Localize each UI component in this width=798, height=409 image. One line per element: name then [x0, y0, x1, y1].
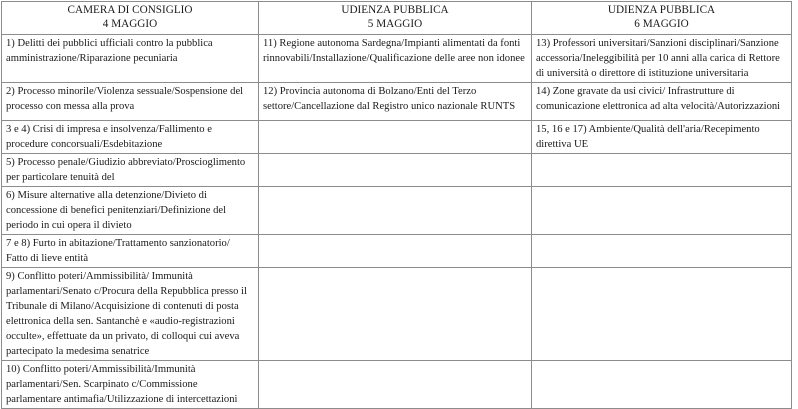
table-cell [259, 121, 532, 154]
table-cell [532, 268, 792, 361]
table-cell: 11) Regione autonoma Sardegna/Impianti alimentati da fonti rinnovabili/Installazione/Qualificazione delle aree non idonee [259, 35, 532, 83]
table-cell [532, 187, 792, 235]
table-cell: 13) Professori universitari/Sanzioni disciplinari/Sanzione accessoria/Ineleggibilità per 10 anni alla carica di Rettore di università o direttore di istituzione universitaria [532, 35, 792, 83]
table-cell [259, 361, 532, 409]
table-cell: 15, 16 e 17) Ambiente/Qualità dell'aria/Recepimento direttiva UE [532, 121, 792, 154]
table-cell: 5) Processo penale/Giudizio abbreviato/Proscioglimento per particolare tenuità del [2, 154, 259, 187]
table-cell [532, 361, 792, 409]
header-date: 5 MAGGIO [367, 18, 423, 30]
table-header-row [2, 2, 792, 35]
table-cell [532, 235, 792, 268]
table-cell: 10) Conflitto poteri/Ammissibilità/Immunità parlamentari/Sen. Scarpinato c/Commissione parlamentare antimafia/Utilizzazione di intercettazioni [2, 361, 259, 409]
header-date: 4 MAGGIO [102, 18, 158, 30]
table-cell: 6) Misure alternative alla detenzione/Divieto di concessione di benefici penitenziari/Definizione del periodo in cui opera il divieto [2, 187, 259, 235]
table-row [2, 121, 792, 154]
table-cell: 3 e 4) Crisi di impresa e insolvenza/Fallimento e procedure concorsuali/Esdebitazione [2, 121, 259, 154]
table-row [2, 35, 792, 83]
header-title: UDIENZA PUBBLICA [341, 4, 449, 16]
header-cell-camera-di-consiglio [2, 2, 259, 35]
table-row [2, 83, 792, 121]
header-cell-udienza-5-maggio [259, 2, 532, 35]
table-cell [532, 154, 792, 187]
header-date: 6 MAGGIO [634, 18, 689, 30]
table-cell: 2) Processo minorile/Violenza sessuale/Sospensione del processo con messa alla prova [2, 83, 259, 121]
table-cell: 12) Provincia autonoma di Bolzano/Enti del Terzo settore/Cancellazione dal Registro unico nazionale RUNTS [259, 83, 532, 121]
table-row [2, 187, 792, 235]
hearing-schedule-table [1, 1, 792, 409]
header-title: UDIENZA PUBBLICA [607, 4, 716, 16]
table-cell: 9) Conflitto poteri/Ammissibilità/ Immunità parlamentari/Senato c/Procura della Repubblica presso il Tribunale di Milano/Acquisizione di contenuti di posta elettronica della sen. Santanchè e «audio-registrazioni occulte», effettuate da un privato, di colloqui cui aveva partecipato la medesima senatrice [2, 268, 259, 361]
table-cell [259, 235, 532, 268]
table-cell [259, 187, 532, 235]
table-cell [259, 154, 532, 187]
table-cell [259, 268, 532, 361]
table-cell: 1) Delitti dei pubblici ufficiali contro la pubblica amministrazione/Riparazione pecuniaria [2, 35, 259, 83]
table-row [2, 154, 792, 187]
table-cell: 14) Zone gravate da usi civici/ Infrastrutture di comunicazione elettronica ad alta velocità/Autorizzazioni [532, 83, 792, 121]
table-row [2, 361, 792, 409]
header-cell-udienza-6-maggio [532, 2, 792, 35]
table-row [2, 268, 792, 361]
table-row [2, 235, 792, 268]
table-cell: 7 e 8) Furto in abitazione/Trattamento sanzionatorio/ Fatto di lieve entità [2, 235, 259, 268]
header-title: CAMERA DI CONSIGLIO [67, 4, 193, 16]
